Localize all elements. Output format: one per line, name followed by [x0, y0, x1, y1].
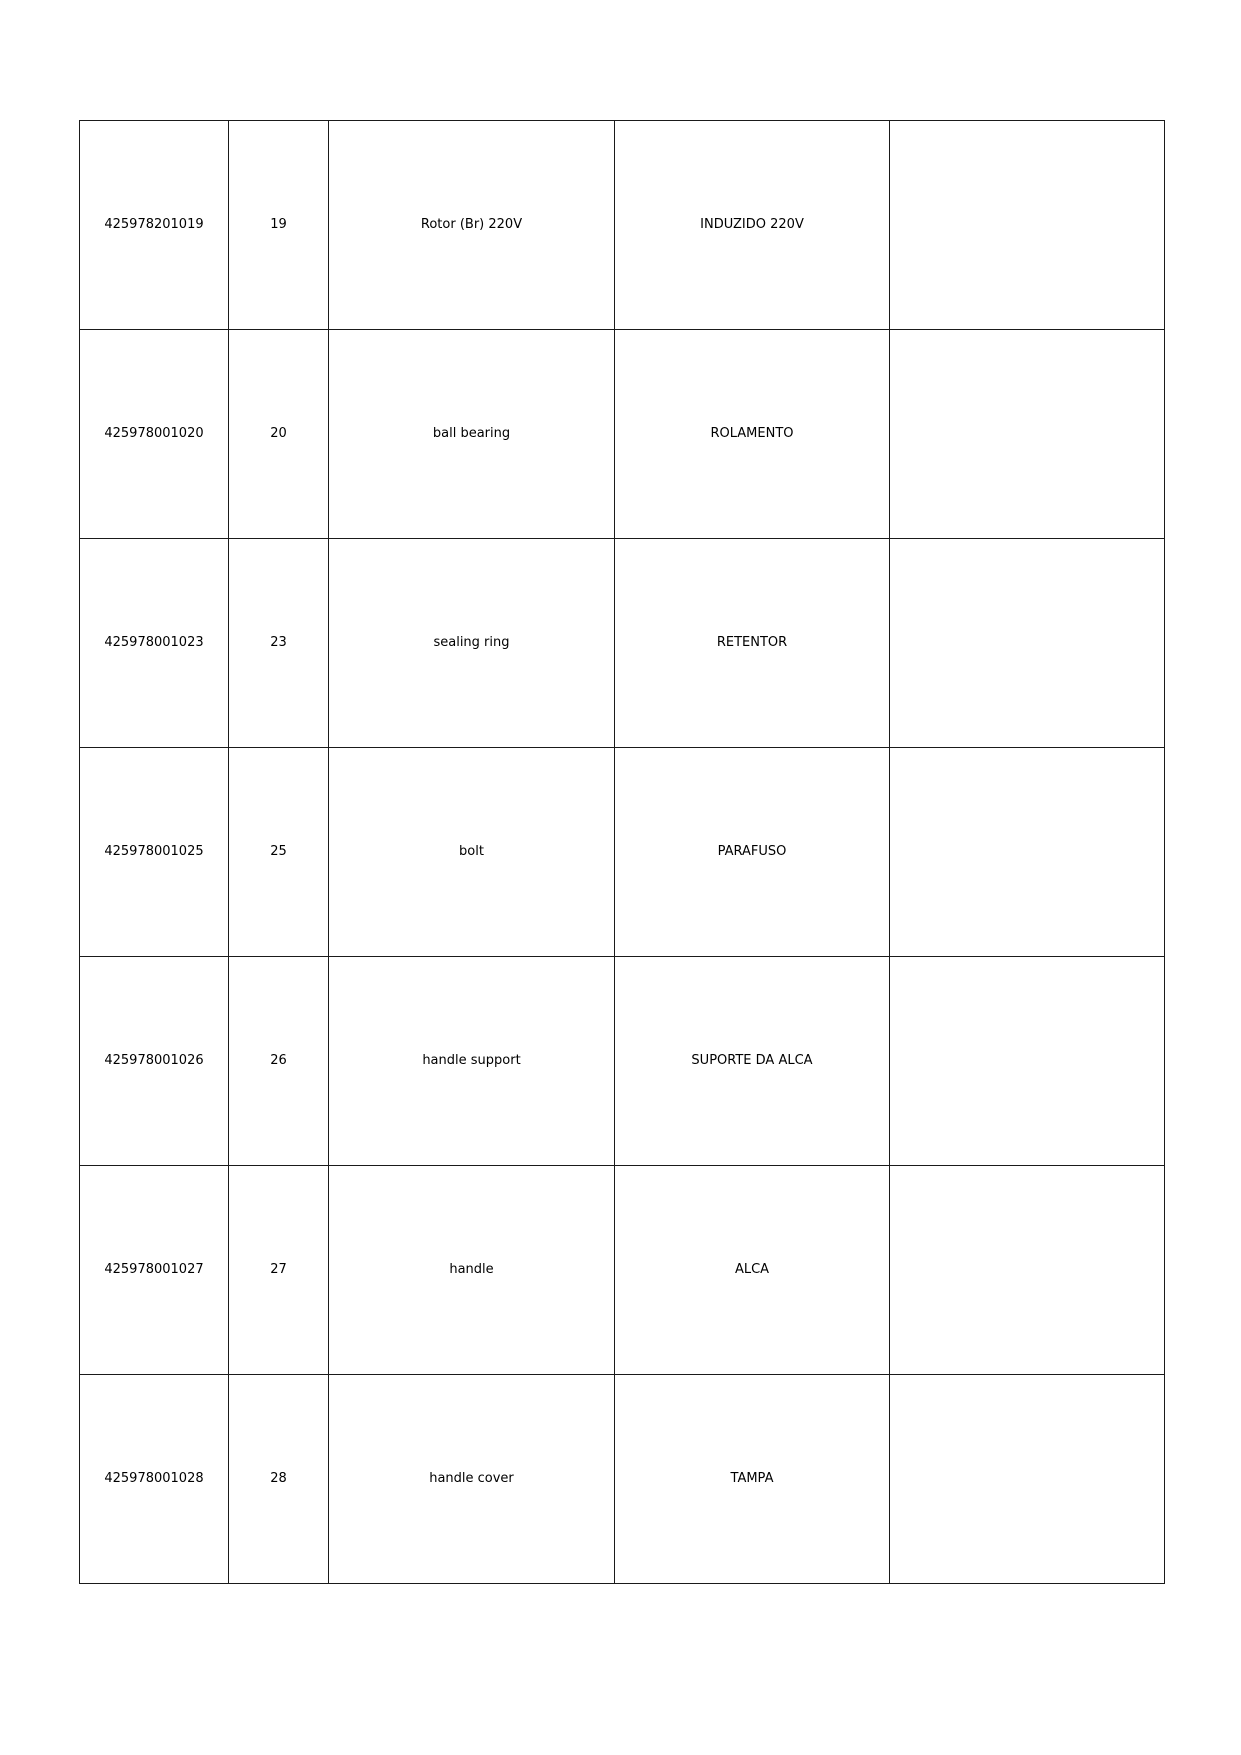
table-row — [80, 330, 1165, 539]
portuguese-name-cell: SUPORTE DA ALCA — [615, 957, 890, 1166]
position-cell: 19 — [229, 121, 329, 330]
empty-cell — [890, 748, 1165, 957]
empty-cell — [890, 330, 1165, 539]
portuguese-name-cell: TAMPA — [615, 1375, 890, 1584]
position-cell: 23 — [229, 539, 329, 748]
english-name-cell: ball bearing — [329, 330, 615, 539]
empty-cell — [890, 957, 1165, 1166]
portuguese-name-cell: INDUZIDO 220V — [615, 121, 890, 330]
english-name-cell: bolt — [329, 748, 615, 957]
part-code-cell: 425978001027 — [80, 1166, 229, 1375]
table-row — [80, 539, 1165, 748]
position-cell: 25 — [229, 748, 329, 957]
portuguese-name-cell: RETENTOR — [615, 539, 890, 748]
position-cell: 28 — [229, 1375, 329, 1584]
english-name-cell: Rotor (Br) 220V — [329, 121, 615, 330]
table-row — [80, 957, 1165, 1166]
empty-cell — [890, 1166, 1165, 1375]
english-name-cell: handle cover — [329, 1375, 615, 1584]
empty-cell — [890, 121, 1165, 330]
part-code-cell: 425978001023 — [80, 539, 229, 748]
english-name-cell: handle support — [329, 957, 615, 1166]
part-code-cell: 425978001025 — [80, 748, 229, 957]
empty-cell — [890, 1375, 1165, 1584]
english-name-cell: handle — [329, 1166, 615, 1375]
portuguese-name-cell: ROLAMENTO — [615, 330, 890, 539]
position-cell: 20 — [229, 330, 329, 539]
empty-cell — [890, 539, 1165, 748]
part-code-cell: 425978001020 — [80, 330, 229, 539]
part-code-cell: 425978001028 — [80, 1375, 229, 1584]
part-code-cell: 425978001026 — [80, 957, 229, 1166]
parts-table — [79, 120, 1165, 1584]
position-cell: 27 — [229, 1166, 329, 1375]
portuguese-name-cell: ALCA — [615, 1166, 890, 1375]
table-row — [80, 1375, 1165, 1584]
table-row — [80, 121, 1165, 330]
position-cell: 26 — [229, 957, 329, 1166]
table-row — [80, 1166, 1165, 1375]
portuguese-name-cell: PARAFUSO — [615, 748, 890, 957]
part-code-cell: 425978201019 — [80, 121, 229, 330]
table-row — [80, 748, 1165, 957]
english-name-cell: sealing ring — [329, 539, 615, 748]
